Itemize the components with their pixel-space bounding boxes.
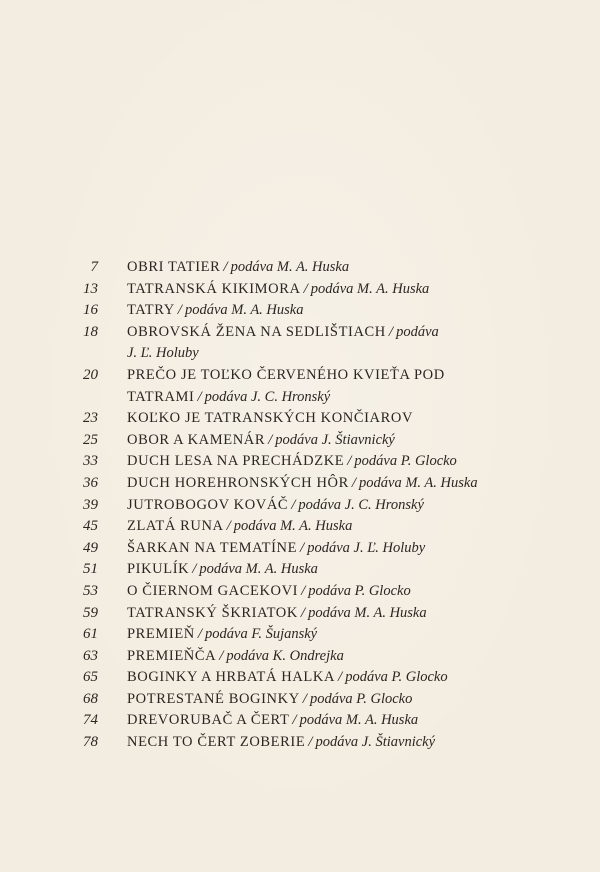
separator-slash: /	[226, 518, 231, 535]
attribution: podáva J. C. Hronský	[298, 496, 424, 513]
toc-row	[0, 365, 600, 387]
toc-entry	[127, 473, 478, 495]
story-title: OBRI TATIER	[127, 259, 221, 275]
separator-slash: /	[192, 561, 197, 578]
story-title: O ČIERNOM GACEKOVI	[127, 582, 299, 599]
page-number: 33	[83, 453, 98, 470]
toc-row	[0, 300, 600, 322]
toc-row	[0, 451, 600, 473]
toc-row	[0, 603, 600, 625]
toc-entry	[127, 257, 349, 279]
toc-entry	[127, 495, 424, 517]
toc-row	[0, 408, 600, 430]
story-title: OBROVSKÁ ŽENA NA SEDLIŠTIACH	[127, 323, 386, 340]
separator-slash: /	[223, 259, 228, 275]
separator-slash: /	[347, 453, 352, 470]
toc-entry	[127, 408, 413, 430]
toc-entry	[127, 430, 395, 452]
page-number: 61	[83, 626, 98, 643]
attribution: podáva P. Glocko	[345, 669, 448, 686]
toc-row	[0, 710, 600, 732]
toc-row	[0, 430, 600, 452]
separator-slash: /	[301, 582, 306, 599]
story-title: PREMIEŇ	[127, 626, 195, 643]
separator-slash: /	[219, 647, 224, 664]
table-of-contents	[0, 257, 600, 754]
toc-row	[0, 624, 600, 646]
separator-slash: /	[268, 431, 273, 448]
page-number: 63	[83, 647, 98, 664]
page-number: 13	[83, 280, 98, 297]
page-number: 78	[83, 734, 98, 751]
toc-entry	[127, 343, 199, 365]
story-title: PREČO JE TOĽKO ČERVENÉHO KVIEŤA POD	[127, 366, 445, 383]
page-number: 59	[83, 604, 98, 621]
attribution: podáva J. C. Hronský	[204, 388, 331, 405]
story-title: PREMIEŇČA	[127, 647, 217, 664]
toc-row	[0, 538, 600, 560]
toc-entry	[127, 646, 344, 668]
attribution: podáva M. A. Huska	[299, 712, 419, 729]
story-title: TATRY	[127, 302, 175, 319]
story-title: JUTROBOGOV KOVÁČ	[127, 496, 289, 513]
attribution: podáva J. Štiavnický	[275, 431, 395, 448]
toc-row	[0, 581, 600, 603]
toc-row	[0, 257, 600, 279]
page-number: 25	[83, 431, 98, 448]
page-number: 16	[83, 302, 98, 319]
separator-slash: /	[302, 690, 307, 707]
attribution: podáva F. Šujanský	[205, 626, 318, 643]
page-number: 7	[90, 259, 98, 275]
toc-row	[0, 667, 600, 689]
toc-entry	[127, 732, 435, 754]
page-number: 20	[83, 366, 98, 383]
attribution: podáva M. A. Huska	[184, 302, 304, 319]
attribution: podáva P. Glocko	[308, 582, 411, 599]
toc-entry	[127, 300, 303, 322]
page-number: 36	[83, 474, 98, 491]
toc-entry	[127, 516, 352, 538]
toc-entry	[127, 624, 317, 646]
toc-entry	[127, 667, 448, 689]
page-number: 74	[83, 712, 98, 729]
story-title: POTRESTANÉ BOGINKY	[127, 690, 300, 707]
page-number: 68	[83, 690, 98, 707]
toc-row	[0, 387, 600, 409]
story-title: TATRANSKÁ KIKIMORA	[127, 280, 301, 297]
toc-entry	[127, 279, 429, 301]
toc-entry	[127, 322, 439, 344]
separator-slash: /	[177, 302, 182, 319]
attribution: podáva M. A. Huska	[199, 561, 318, 578]
toc-row	[0, 343, 600, 365]
story-title: KOĽKO JE TATRANSKÝCH KONČIAROV	[127, 410, 414, 427]
page-number: 53	[83, 582, 98, 599]
separator-slash: /	[300, 604, 306, 621]
toc-row	[0, 559, 600, 581]
separator-slash: /	[197, 388, 202, 405]
separator-slash: /	[388, 323, 394, 340]
attribution: podáva P. Glocko	[354, 453, 457, 470]
story-title: DUCH LESA NA PRECHÁDZKE	[127, 453, 345, 470]
toc-row	[0, 322, 600, 344]
separator-slash: /	[351, 474, 357, 491]
page-number: 45	[83, 518, 98, 535]
toc-row	[0, 516, 600, 538]
attribution: podáva M. A. Huska	[308, 604, 427, 621]
story-title: TATRAMI	[127, 388, 195, 405]
attribution: podáva M. A. Huska	[230, 259, 350, 275]
story-title: OBOR A KAMENÁR	[127, 431, 266, 448]
toc-row	[0, 473, 600, 495]
separator-slash: /	[291, 496, 296, 513]
page-number: 49	[83, 539, 98, 556]
page-number: 18	[83, 323, 98, 340]
page-number: 51	[83, 561, 98, 578]
toc-entry	[127, 559, 318, 581]
page-number: 65	[83, 669, 98, 686]
toc-entry	[127, 603, 427, 625]
toc-row	[0, 495, 600, 517]
toc-row	[0, 646, 600, 668]
attribution: podáva J. Ľ. Holuby	[307, 539, 426, 556]
story-title: NECH TO ČERT ZOBERIE	[127, 734, 306, 751]
attribution: podáva M. A. Huska	[310, 280, 430, 297]
separator-slash: /	[197, 626, 203, 643]
toc-row	[0, 732, 600, 754]
story-title: ZLATÁ RUNA	[127, 518, 224, 535]
attribution: podáva	[396, 323, 439, 340]
page-number: 23	[83, 410, 98, 427]
attribution: podáva P. Glocko	[309, 690, 413, 707]
toc-entry	[127, 451, 457, 473]
story-title: TATRANSKÝ ŠKRIATOK	[127, 604, 298, 621]
separator-slash: /	[338, 669, 343, 686]
story-title: ŠARKAN NA TEMATÍNE	[127, 539, 298, 556]
toc-row	[0, 689, 600, 711]
toc-entry	[127, 365, 445, 387]
toc-entry	[127, 710, 418, 732]
separator-slash: /	[300, 539, 305, 556]
toc-entry	[127, 689, 412, 711]
toc-row	[0, 279, 600, 301]
page-number: 39	[83, 496, 98, 513]
attribution: podáva M. A. Huska	[233, 518, 353, 535]
toc-entry	[127, 581, 411, 603]
attribution: podáva K. Ondrejka	[226, 647, 344, 664]
story-title: PIKULÍK	[127, 561, 190, 578]
attribution: J. Ľ. Holuby	[127, 345, 199, 362]
toc-entry	[127, 538, 425, 560]
story-title: BOGINKY A HRBATÁ HALKA	[127, 669, 336, 686]
story-title: DUCH HOREHRONSKÝCH HÔR	[127, 474, 349, 491]
separator-slash: /	[292, 712, 297, 729]
separator-slash: /	[303, 280, 308, 297]
separator-slash: /	[308, 734, 313, 751]
story-title: DREVORUBAČ A ČERT	[127, 712, 290, 729]
attribution: podáva M. A. Huska	[359, 474, 478, 491]
attribution: podáva J. Štiavnický	[315, 734, 436, 751]
toc-entry	[127, 387, 330, 409]
